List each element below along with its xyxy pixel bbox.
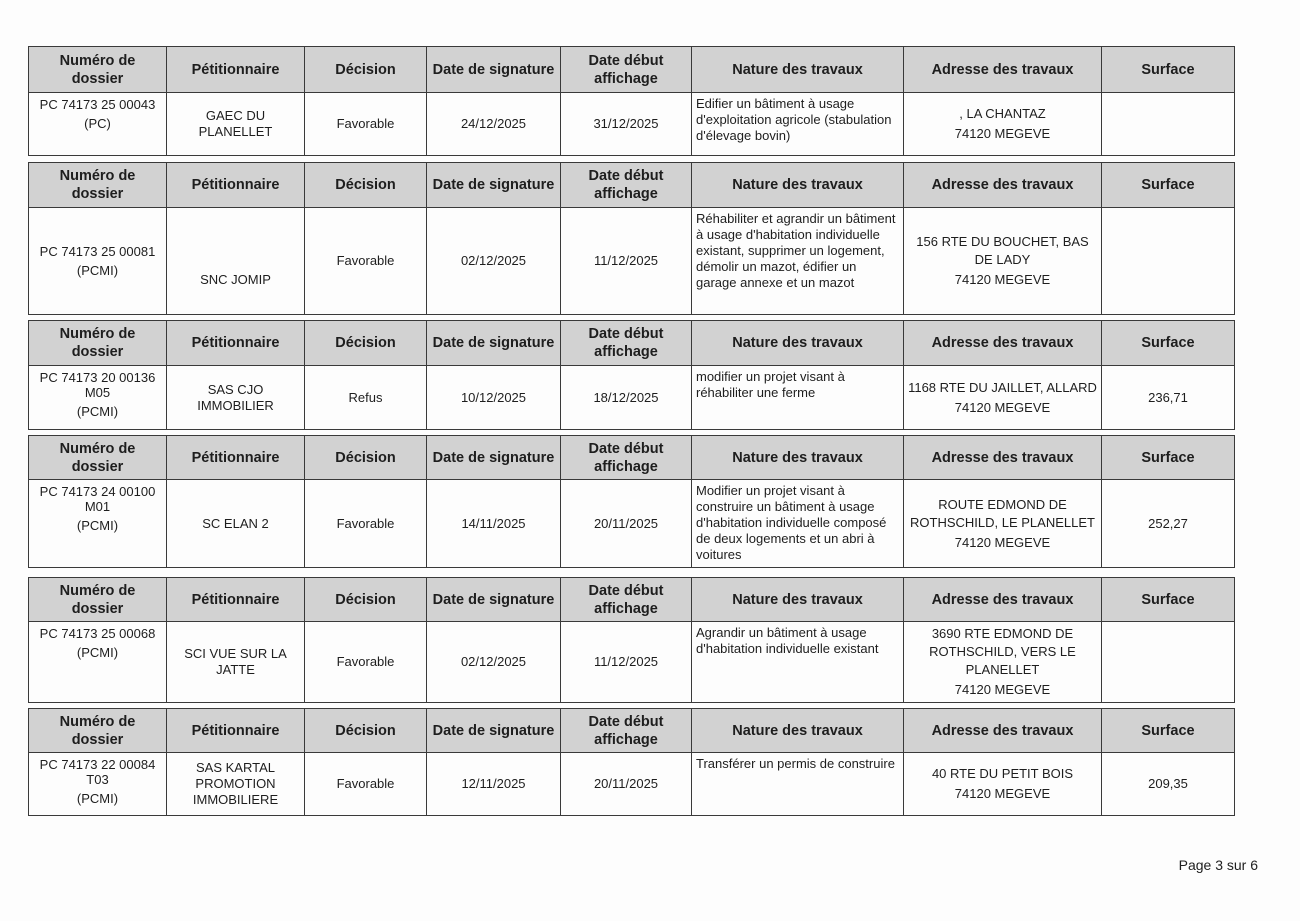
- surface: [1102, 622, 1235, 703]
- permit-type: (PCMI): [76, 791, 119, 806]
- surface: 236,71: [1102, 366, 1235, 430]
- table-row: [29, 622, 1235, 703]
- surface: 252,27: [1102, 480, 1235, 568]
- header-date-signature: Date de signature: [427, 47, 561, 93]
- nature-travaux: Edifier un bâtiment à usage d'exploitation agricole (stabulation d'élevage bovin): [692, 93, 904, 156]
- adresse-travaux: 40 RTE DU PETIT BOIS 74120 MEGEVE: [904, 753, 1102, 816]
- header-decision: Décision: [305, 47, 427, 93]
- date-affichage: 20/11/2025: [561, 753, 692, 816]
- date-affichage: 11/12/2025: [561, 208, 692, 315]
- decision: Favorable: [305, 480, 427, 568]
- permit-table-4: [28, 435, 1235, 568]
- header-petitionnaire: Pétitionnaire: [167, 163, 305, 208]
- header-adresse: Adresse des travaux: [904, 47, 1102, 93]
- permit-type: (PC): [84, 116, 111, 131]
- surface: [1102, 93, 1235, 156]
- ville: 74120 MEGEVE: [954, 272, 1051, 287]
- ville: 74120 MEGEVE: [954, 126, 1051, 141]
- header-surface: Surface: [1102, 321, 1235, 366]
- header-date-signature: Date de signature: [427, 578, 561, 622]
- table-row: [29, 208, 1235, 315]
- date-signature: 12/11/2025: [427, 753, 561, 816]
- header-petitionnaire: Pétitionnaire: [167, 47, 305, 93]
- numero-dossier: PC 74173 25 00068 (PCMI): [29, 622, 167, 703]
- date-affichage: 20/11/2025: [561, 480, 692, 568]
- header-numero: Numéro de dossier: [29, 709, 167, 753]
- header-nature: Nature des travaux: [692, 578, 904, 622]
- petitionnaire: SAS KARTAL PROMOTION IMMOBILIERE: [167, 753, 305, 816]
- petitionnaire: GAEC DU PLANELLET: [167, 93, 305, 156]
- adresse-travaux: 3690 RTE EDMOND DE ROTHSCHILD, VERS LE PLANELLET 74120 MEGEVE: [904, 622, 1102, 703]
- date-signature: 02/12/2025: [427, 208, 561, 315]
- header-numero: Numéro de dossier: [29, 578, 167, 622]
- permit-type: (PCMI): [76, 645, 119, 660]
- permit-table-6: [28, 708, 1235, 816]
- ville: 74120 MEGEVE: [954, 786, 1051, 801]
- decision: Favorable: [305, 622, 427, 703]
- permit-type: (PCMI): [76, 518, 119, 533]
- page-number: Page 3 sur 6: [1178, 857, 1258, 873]
- header-adresse: Adresse des travaux: [904, 163, 1102, 208]
- ville: 74120 MEGEVE: [954, 682, 1051, 697]
- header-date-signature: Date de signature: [427, 709, 561, 753]
- header-surface: Surface: [1102, 163, 1235, 208]
- header-decision: Décision: [305, 321, 427, 366]
- table-row: [29, 753, 1235, 816]
- header-numero: Numéro de dossier: [29, 163, 167, 208]
- numero-dossier: PC 74173 20 00136 M05 (PCMI): [29, 366, 167, 430]
- adresse-travaux: ROUTE EDMOND DE ROTHSCHILD, LE PLANELLET 74120 MEGEVE: [904, 480, 1102, 568]
- header-date-affichage: Date début affichage: [561, 578, 692, 622]
- header-date-affichage: Date début affichage: [561, 321, 692, 366]
- date-affichage: 31/12/2025: [561, 93, 692, 156]
- date-signature: 10/12/2025: [427, 366, 561, 430]
- header-petitionnaire: Pétitionnaire: [167, 578, 305, 622]
- header-surface: Surface: [1102, 578, 1235, 622]
- header-numero: Numéro de dossier: [29, 321, 167, 366]
- surface: [1102, 208, 1235, 315]
- header-petitionnaire: Pétitionnaire: [167, 321, 305, 366]
- nature-travaux: Agrandir un bâtiment à usage d'habitation individuelle existant: [692, 622, 904, 703]
- header-date-signature: Date de signature: [427, 163, 561, 208]
- petitionnaire: SC ELAN 2: [167, 480, 305, 568]
- header-decision: Décision: [305, 709, 427, 753]
- header-adresse: Adresse des travaux: [904, 709, 1102, 753]
- permit-type: (PCMI): [76, 404, 119, 419]
- ville: 74120 MEGEVE: [954, 399, 1051, 415]
- header-decision: Décision: [305, 578, 427, 622]
- permit-table-3: [28, 320, 1235, 430]
- permit-type: (PCMI): [76, 263, 119, 278]
- header-adresse: Adresse des travaux: [904, 321, 1102, 366]
- header-surface: Surface: [1102, 709, 1235, 753]
- header-adresse: Adresse des travaux: [904, 578, 1102, 622]
- numero-dossier: PC 74173 24 00100 M01 (PCMI): [29, 480, 167, 568]
- decision: Favorable: [305, 753, 427, 816]
- date-affichage: 11/12/2025: [561, 622, 692, 703]
- petitionnaire: SCI VUE SUR LA JATTE: [167, 622, 305, 703]
- date-signature: 24/12/2025: [427, 93, 561, 156]
- table-row: [29, 366, 1235, 430]
- adresse-travaux: , LA CHANTAZ 74120 MEGEVE: [904, 93, 1102, 156]
- header-date-signature: Date de signature: [427, 436, 561, 480]
- numero-dossier: PC 74173 25 00081 (PCMI): [29, 208, 167, 315]
- header-decision: Décision: [305, 436, 427, 480]
- permit-table-5: [28, 577, 1235, 703]
- header-nature: Nature des travaux: [692, 163, 904, 208]
- adresse-travaux: 156 RTE DU BOUCHET, BAS DE LADY 74120 MEGEVE: [904, 208, 1102, 315]
- permit-table-2: [28, 162, 1235, 315]
- nature-travaux: modifier un projet visant à réhabiliter une ferme: [692, 366, 904, 430]
- header-date-affichage: Date début affichage: [561, 436, 692, 480]
- adresse-travaux: 1168 RTE DU JAILLET, ALLARD 74120 MEGEVE: [904, 366, 1102, 430]
- nature-travaux: Modifier un projet visant à construire un bâtiment à usage d'habitation individuelle composé de deux logements et un abri à voitures: [692, 480, 904, 568]
- date-signature: 02/12/2025: [427, 622, 561, 703]
- header-date-signature: Date de signature: [427, 321, 561, 366]
- petitionnaire: SNC JOMIP: [167, 208, 305, 315]
- date-affichage: 18/12/2025: [561, 366, 692, 430]
- surface: 209,35: [1102, 753, 1235, 816]
- permit-table-1: [28, 46, 1235, 156]
- header-petitionnaire: Pétitionnaire: [167, 709, 305, 753]
- table-row: [29, 93, 1235, 156]
- table-row: [29, 480, 1235, 568]
- header-date-affichage: Date début affichage: [561, 709, 692, 753]
- nature-travaux: Transférer un permis de construire: [692, 753, 904, 816]
- date-signature: 14/11/2025: [427, 480, 561, 568]
- header-surface: Surface: [1102, 47, 1235, 93]
- header-adresse: Adresse des travaux: [904, 436, 1102, 480]
- decision: Favorable: [305, 93, 427, 156]
- header-surface: Surface: [1102, 436, 1235, 480]
- header-nature: Nature des travaux: [692, 321, 904, 366]
- decision: Refus: [305, 366, 427, 430]
- nature-travaux: Réhabiliter et agrandir un bâtiment à usage d'habitation individuelle existant, supprimer un logement, démolir un mazot, édifier un garage annexe et un mazot: [692, 208, 904, 315]
- decision: Favorable: [305, 208, 427, 315]
- header-numero: Numéro de dossier: [29, 47, 167, 93]
- numero-dossier: PC 74173 22 00084 T03 (PCMI): [29, 753, 167, 816]
- header-decision: Décision: [305, 163, 427, 208]
- header-nature: Nature des travaux: [692, 436, 904, 480]
- numero-dossier: PC 74173 25 00043 (PC): [29, 93, 167, 156]
- ville: 74120 MEGEVE: [954, 534, 1051, 550]
- header-nature: Nature des travaux: [692, 47, 904, 93]
- header-nature: Nature des travaux: [692, 709, 904, 753]
- header-numero: Numéro de dossier: [29, 436, 167, 480]
- header-petitionnaire: Pétitionnaire: [167, 436, 305, 480]
- header-date-affichage: Date début affichage: [561, 163, 692, 208]
- header-date-affichage: Date début affichage: [561, 47, 692, 93]
- petitionnaire: SAS CJO IMMOBILIER: [167, 366, 305, 430]
